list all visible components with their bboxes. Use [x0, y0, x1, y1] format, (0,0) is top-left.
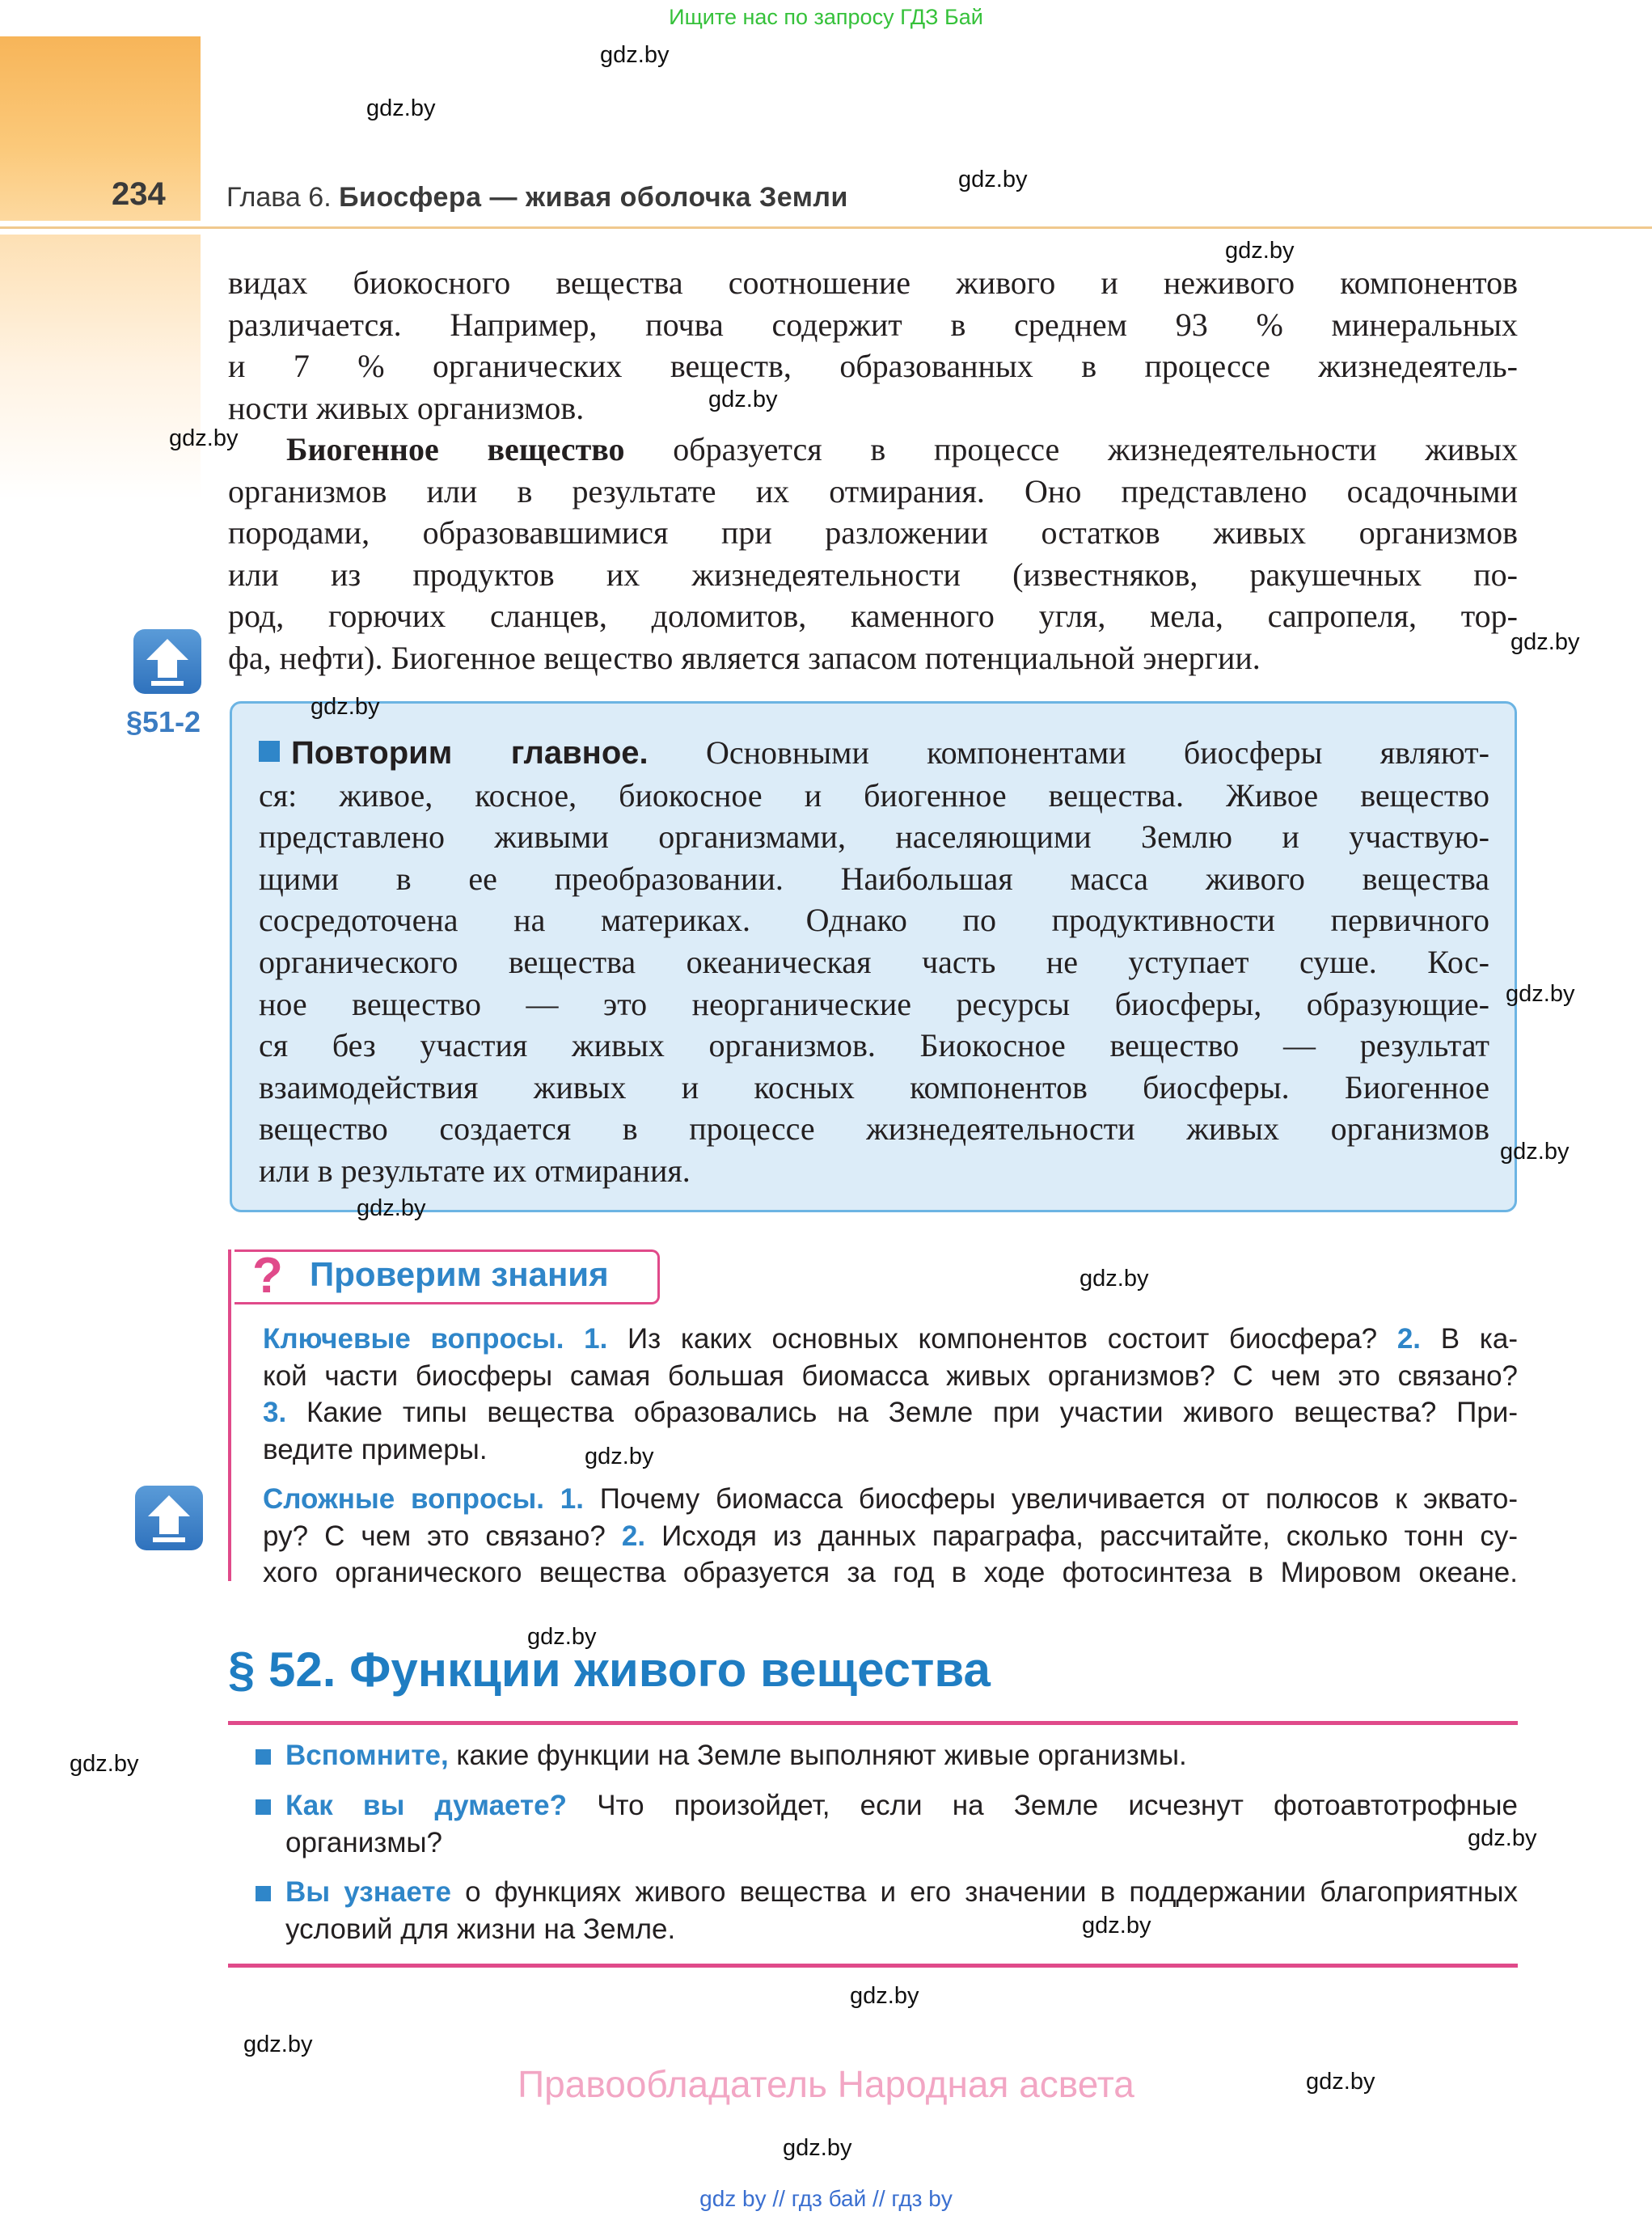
- header-rule: [0, 226, 1652, 229]
- watermark: gdz.by: [708, 387, 778, 412]
- text-line: ное вещество — это неорганические ресурсы биосферы, образующие-: [259, 985, 1489, 1022]
- text-line: Вспомните, какие функции на Земле выполняют живые организмы.: [285, 1740, 1187, 1771]
- text-line: породами, образовавшимися при разложении остатков живых организмов: [228, 514, 1518, 552]
- text-line: род, горючих сланцев, доломитов, каменного угля, мела, сапропеля, тор-: [228, 598, 1518, 635]
- watermark: gdz.by: [1500, 1139, 1570, 1165]
- text-line: кой части биосферы самая большая биомасса живых организмов? С чем это связано?: [263, 1359, 1518, 1392]
- text-line: условий для жизни на Земле.: [285, 1913, 676, 1945]
- watermark: gdz.by: [311, 694, 380, 720]
- watermark: gdz.by: [366, 95, 436, 121]
- watermark: gdz.by: [850, 1983, 919, 2009]
- section-title: § 52. Функции живого вещества: [228, 1643, 991, 1697]
- key-questions: [263, 1321, 1518, 1468]
- text-line: или в результате их отмирания.: [259, 1152, 691, 1189]
- watermark: gdz.by: [243, 2032, 313, 2057]
- text-line: представлено живыми организмами, населяющими Землю и участвую-: [259, 818, 1489, 856]
- watermark: gdz.by: [357, 1195, 426, 1221]
- text-line: и 7 % органических веществ, образованных в процессе жизнедеятель-: [228, 348, 1518, 385]
- question-mark-icon: ?: [252, 1248, 283, 1304]
- text-line: Повторим главное. Основными компонентами биосферы являют-: [259, 732, 1489, 775]
- watermark: gdz.by: [70, 1751, 139, 1777]
- watermark: gdz.by: [1080, 1266, 1149, 1292]
- header-orange-tab: [0, 36, 201, 221]
- section-rule-top: [228, 1721, 1518, 1725]
- text-line: сосредоточена на материках. Однако по продуктивности первичного: [259, 902, 1489, 939]
- text-line: вещество создается в процессе жизнедеятельности живых организмов: [259, 1110, 1489, 1148]
- text-line: организмы?: [285, 1827, 443, 1858]
- text-line: хого органического вещества образуется за год в ходе фотосинтеза в Мировом океане.: [263, 1557, 1518, 1588]
- chapter-heading: [226, 182, 848, 214]
- square-bullet-icon: [256, 1749, 271, 1765]
- bullet-learn: [285, 1874, 1518, 1948]
- copyright-notice: Правообладатель Народная асвета: [518, 2063, 1134, 2105]
- paragraph-2: [228, 429, 1518, 679]
- text-line: Вы узнаете о функциях живого вещества и его значении в поддержании благоприятных: [285, 1876, 1518, 1908]
- watermark: gdz.by: [1306, 2069, 1375, 2095]
- square-bullet-icon: [259, 741, 280, 762]
- summary-text: [259, 732, 1489, 1192]
- text-line: фа, нефти). Биогенное вещество является запасом потенциальной энергии.: [228, 639, 1261, 676]
- text-line: различается. Например, почва содержит в среднем 93 % минеральных: [228, 306, 1518, 343]
- square-bullet-icon: [256, 1799, 271, 1815]
- watermark: gdz.by: [958, 167, 1028, 192]
- hard-questions: [263, 1481, 1518, 1592]
- text-line: взаимодействия живых и косных компонентов биосферы. Биогенное: [259, 1068, 1489, 1106]
- bottom-links[interactable]: gdz by // гдз бай // гдз by: [699, 2186, 953, 2211]
- top-note: Ищите нас по запросу ГДЗ Бай: [669, 5, 983, 29]
- text-line: видах биокосного вещества соотношение живого и неживого компонентов: [228, 264, 1518, 301]
- text-line: ся: живое, косное, биокосное и биогенное вещества. Живое вещество: [259, 776, 1489, 814]
- margin-orange-fade: [0, 235, 201, 501]
- text-line: 3. Какие типы вещества образовались на Земле при участии живого вещества? При-: [263, 1397, 1518, 1428]
- watermark: gdz.by: [1510, 629, 1580, 655]
- paragraph-reference-link[interactable]: §51-2: [126, 705, 201, 738]
- text-line: организмов или в результате их отмирания. Оно представлено осадочными: [228, 472, 1518, 509]
- chapter-prefix: Глава 6.: [226, 182, 332, 213]
- watermark: gdz.by: [169, 425, 239, 451]
- check-section-title: Проверим знания: [310, 1255, 609, 1293]
- text-line: ности живых организмов.: [228, 389, 585, 426]
- watermark: gdz.by: [1468, 1825, 1537, 1851]
- text-line: ведите примеры.: [263, 1433, 488, 1465]
- text-line: щими в ее преобразовании. Наибольшая масса живого вещества: [259, 860, 1489, 897]
- paragraph-1: [228, 262, 1518, 429]
- watermark: gdz.by: [600, 42, 670, 68]
- text-line: ру? С чем это связано? 2. Исходя из данных параграфа, рассчитайте, сколько тонн су-: [263, 1520, 1518, 1552]
- text-line: Сложные вопросы. 1. Почему биомасса биосферы увеличивается от полюсов к эквато-: [263, 1483, 1519, 1515]
- section-rule-bottom: [228, 1964, 1518, 1968]
- text-line: органического вещества океаническая часть не уступает суше. Кос-: [259, 943, 1489, 980]
- chapter-title: Биосфера — живая оболочка Земли: [339, 182, 848, 213]
- bullet-think: [285, 1787, 1518, 1862]
- watermark: gdz.by: [783, 2135, 852, 2161]
- check-section-bar: [228, 1249, 231, 1581]
- watermark: gdz.by: [1225, 238, 1295, 264]
- watermark: gdz.by: [1082, 1913, 1151, 1939]
- square-bullet-icon: [256, 1886, 271, 1901]
- arrow-up-icon[interactable]: [133, 629, 201, 694]
- text-line: Как вы думаете? Что произойдет, если на Земле исчезнут фотоавтотрофные: [285, 1790, 1518, 1821]
- text-line: ся без участия живых организмов. Биокосное вещество — результат: [259, 1027, 1489, 1064]
- watermark: gdz.by: [527, 1624, 597, 1650]
- watermark: gdz.by: [1506, 981, 1575, 1007]
- text-line: Биогенное вещество образуется в процессе жизнедеятельности живых: [286, 431, 1518, 467]
- bullet-recall: [285, 1737, 1518, 1774]
- summary-title: Повторим главное.: [291, 735, 649, 771]
- arrow-up-icon[interactable]: [135, 1486, 203, 1550]
- term-biogenic: Биогенное вещество: [286, 431, 625, 467]
- page-number: 234: [112, 176, 166, 212]
- text-line: Ключевые вопросы. 1. Из каких основных компонентов состоит биосфера? 2. В ка-: [263, 1323, 1518, 1355]
- watermark: gdz.by: [585, 1444, 654, 1469]
- text-line: или из продуктов их жизнедеятельности (известняков, ракушечных по-: [228, 556, 1518, 593]
